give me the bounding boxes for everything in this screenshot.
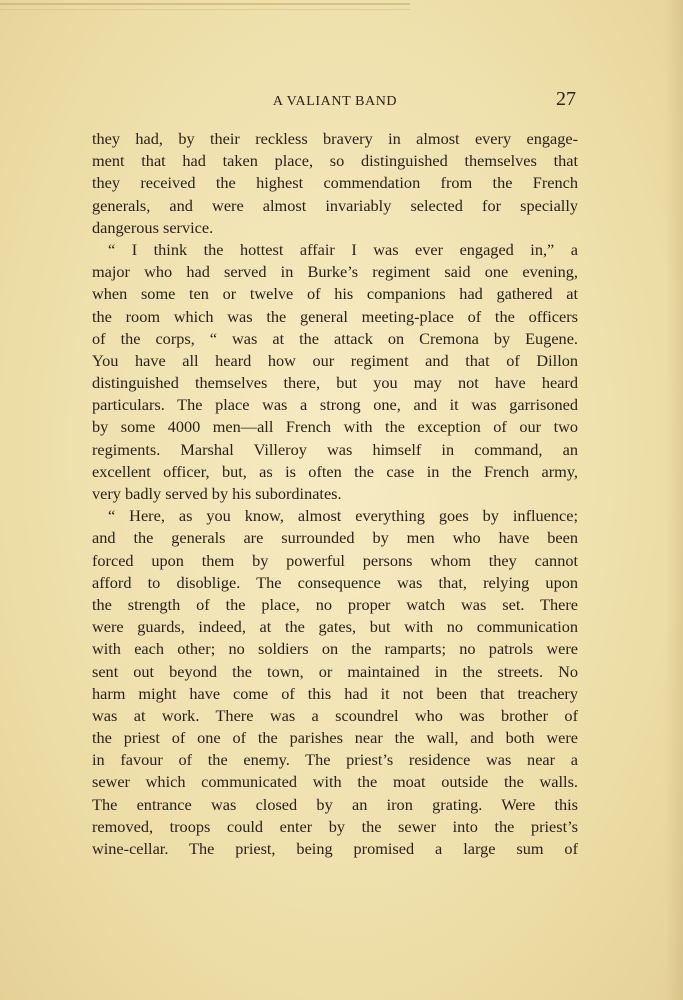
text-line: by some 4000 men—all French with the exception of our two <box>92 417 578 437</box>
text-line: major who had served in Burke’s regiment said one evening, <box>92 262 578 282</box>
text-line: were guards, indeed, at the gates, but with no communication <box>92 617 578 637</box>
text-line: wine-cellar. The priest, being promised a large sum of <box>92 839 578 858</box>
text-line: they had, by their reckless bravery in almost every engage- <box>92 129 578 148</box>
text-line: harm might have come of this had it not been that treachery <box>92 683 578 703</box>
text-line: the room which was the general meeting-place of the officers <box>92 306 578 326</box>
page-edge-shadow <box>665 0 683 1000</box>
page-number: 27 <box>556 88 576 110</box>
text-line: and the generals are surrounded by men who have been <box>92 528 578 548</box>
text-line: regiments. Marshal Villeroy was himself in command, an <box>92 439 578 459</box>
text-line: dangerous service. <box>92 217 214 237</box>
text-line: in favour of the enemy. The priest’s residence was near a <box>92 750 578 770</box>
top-edge-rule-secondary <box>0 9 410 10</box>
text-line: when some ten or twelve of his companions had gathered at <box>92 284 578 304</box>
text-line: ment that had taken place, so distinguished themselves that <box>92 151 578 171</box>
text-line: generals, and were almost invariably selected for specially <box>92 195 578 215</box>
text-line: “ I think the hottest affair I was ever engaged in,” a <box>108 239 578 259</box>
page-header <box>92 88 578 116</box>
text-line: of the corps, “ was at the attack on Cremona by Eugene. <box>92 328 578 348</box>
text-line: the priest of one of the parishes near the wall, and both were <box>92 728 578 748</box>
text-line: they received the highest commendation from the French <box>92 173 578 193</box>
text-line: The entrance was closed by an iron grating. Were this <box>92 794 578 814</box>
text-line: “ Here, as you know, almost everything goes by influence; <box>108 506 578 526</box>
text-line: excellent officer, but, as is often the case in the French army, <box>92 461 578 481</box>
text-line: particulars. The place was a strong one, and it was garrisoned <box>92 395 578 415</box>
text-line: You have all heard how our regiment and that of Dillon <box>92 350 578 370</box>
text-line: the strength of the place, no proper watch was set. There <box>92 594 578 614</box>
body-text <box>92 128 578 860</box>
text-line: afford to disoblige. The consequence was that, relying upon <box>92 572 578 592</box>
text-line: sent out beyond the town, or maintained in the streets. No <box>92 661 578 681</box>
running-head: A VALIANT BAND <box>272 94 398 109</box>
text-line: very badly served by his subordinates. <box>92 484 342 503</box>
text-line: forced upon them by powerful persons whom they cannot <box>92 550 578 570</box>
text-line: sewer which communicated with the moat outside the walls. <box>92 772 578 792</box>
top-edge-rule <box>0 3 410 5</box>
text-line: with each other; no soldiers on the ramparts; no patrols were <box>92 639 578 659</box>
text-line: removed, troops could enter by the sewer into the priest’s <box>92 816 578 836</box>
text-line: distinguished themselves there, but you may not have heard <box>92 373 578 393</box>
text-line: was at work. There was a scoundrel who was brother of <box>92 705 578 725</box>
